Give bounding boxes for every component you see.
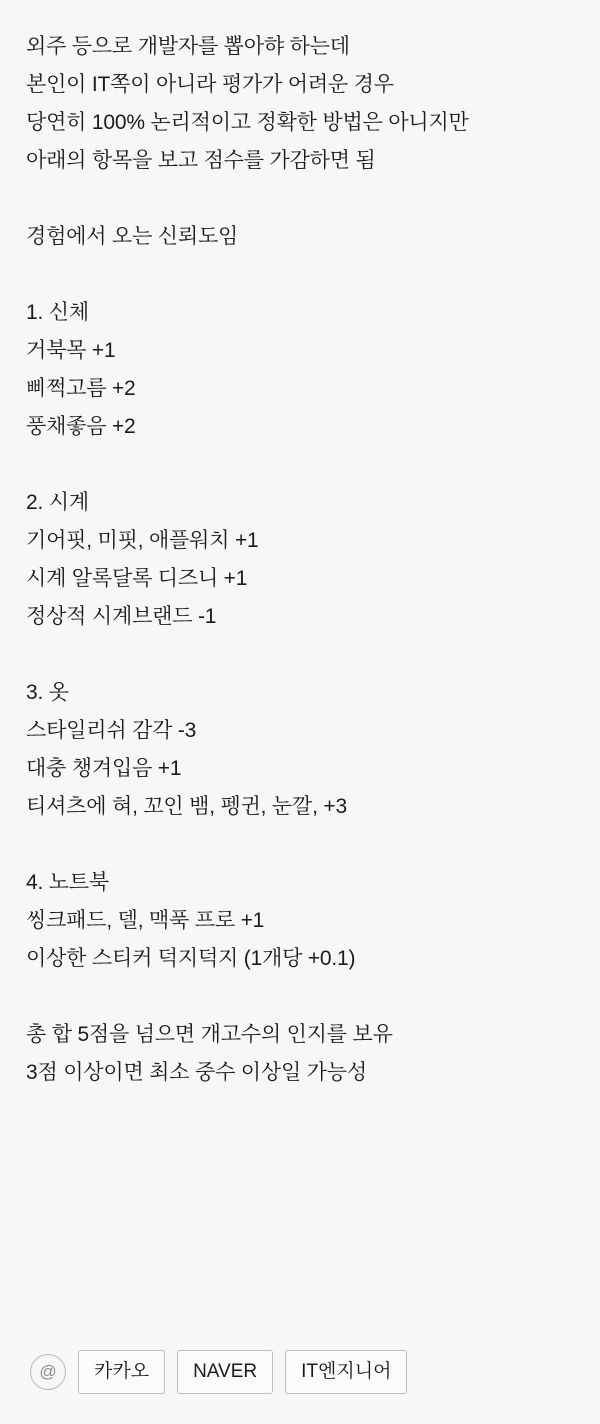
paragraph-spacer	[26, 826, 574, 864]
section-item: 정상적 시계브랜드 -1	[26, 605, 217, 628]
at-icon: @	[30, 1354, 66, 1390]
paragraph-spacer	[26, 256, 574, 294]
section-heading: 2. 시계	[26, 491, 89, 514]
conclusion-line: 3점 이상이면 최소 중수 이상일 가능성	[26, 1061, 367, 1084]
intro-line: 아래의 항목을 보고 점수를 가감하면 됨	[26, 149, 376, 172]
intro-line: 본인이 IT쪽이 아니라 평가가 어려운 경우	[26, 73, 394, 96]
conclusion-paragraph	[26, 1016, 574, 1092]
intro-paragraph	[26, 28, 574, 180]
conclusion-line: 총 합 5점을 넘으면 개고수의 인지를 보유	[26, 1023, 393, 1046]
section-body	[26, 294, 574, 446]
section-item: 대충 챙겨입음 +1	[26, 757, 182, 780]
section-heading: 3. 옷	[26, 681, 69, 704]
paragraph-spacer	[26, 636, 574, 674]
section-item: 스타일리쉬 감각 -3	[26, 719, 197, 742]
tag-bar	[26, 1350, 574, 1424]
section-item: 시계 알록달록 디즈니 +1	[26, 567, 248, 590]
section-item: 씽크패드, 델, 맥푹 프로 +1	[26, 909, 265, 932]
intro-line: 외주 등으로 개발자를 뽑아햐 하는데	[26, 35, 350, 58]
section-heading: 1. 신체	[26, 301, 89, 324]
section-body	[26, 484, 574, 636]
section-item: 이상한 스티커 덕지덕지 (1개당 +0.1)	[26, 947, 356, 970]
section-heading: 4. 노트북	[26, 871, 110, 894]
section-item: 삐쩍고름 +2	[26, 377, 136, 400]
paragraph-spacer	[26, 180, 574, 218]
section-item: 기어핏, 미핏, 애플워치 +1	[26, 529, 259, 552]
section-body	[26, 864, 574, 978]
section-item: 티셔츠에 혀, 꼬인 뱀, 펭귄, 눈깔, +3	[26, 795, 347, 818]
note-line: 경험에서 오는 신뢰도임	[26, 225, 239, 248]
section-body	[26, 674, 574, 826]
paragraph-spacer	[26, 446, 574, 484]
post-body	[26, 28, 574, 1332]
tag-chip[interactable]: IT엔지니어	[285, 1350, 407, 1394]
tag-chip[interactable]: NAVER	[177, 1350, 273, 1394]
tag-chip[interactable]: 카카오	[78, 1350, 165, 1394]
section-item: 거북목 +1	[26, 339, 116, 362]
intro-line: 당연히 100% 논리적이고 정확한 방법은 아니지만	[26, 111, 469, 134]
paragraph-spacer	[26, 978, 574, 1016]
section-item: 풍채좋음 +2	[26, 415, 136, 438]
